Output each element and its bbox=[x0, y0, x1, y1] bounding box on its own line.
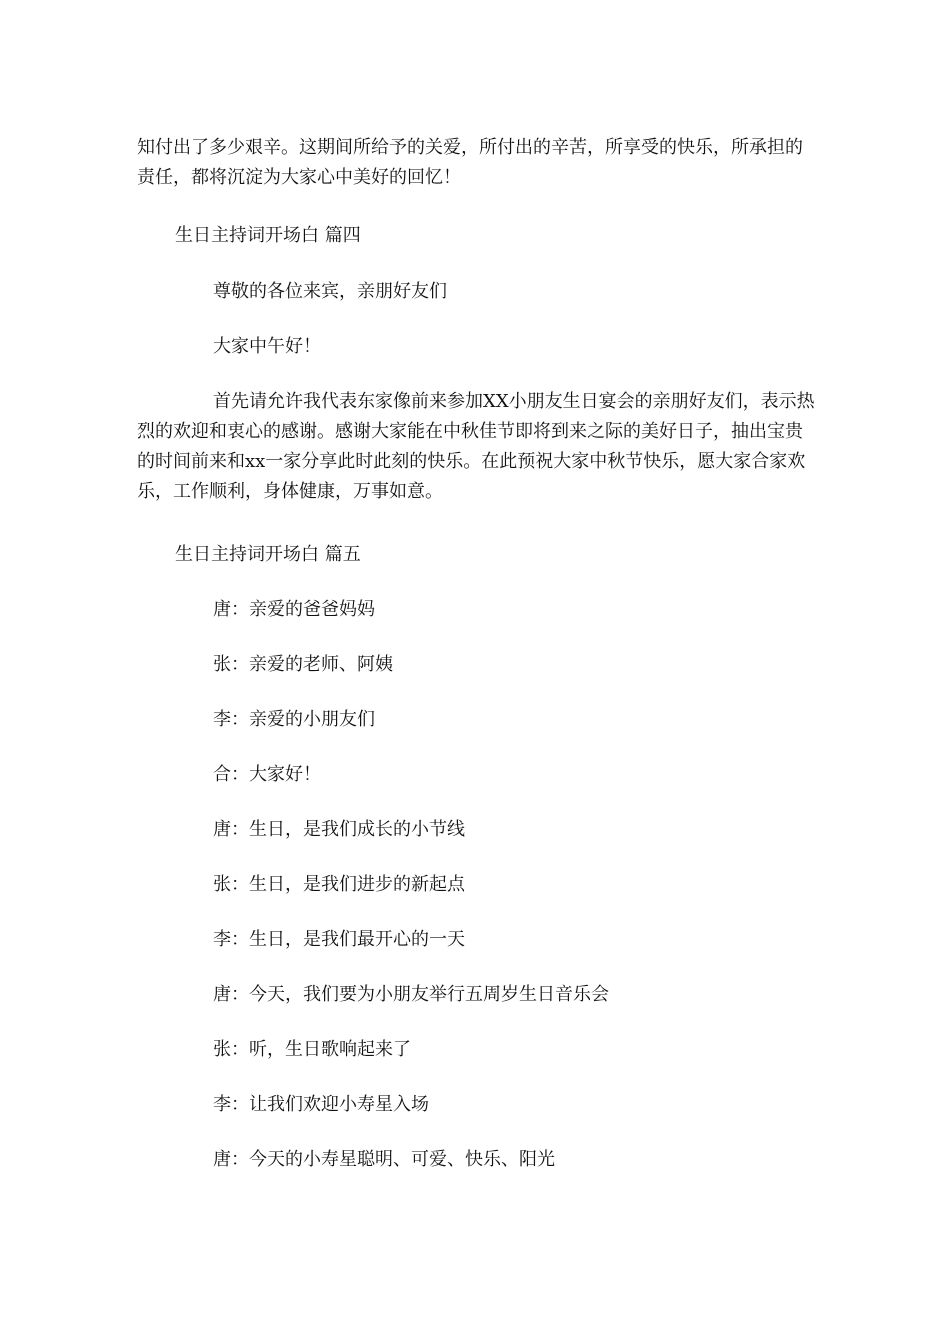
greeting-line: 尊敬的各位来宾，亲朋好友们 bbox=[213, 281, 447, 302]
section-heading-4: 生日主持词开场白 篇四 bbox=[175, 225, 361, 246]
opening-paragraph: 首先请允许我代表东家像前来参加XX小朋友生日宴会的亲朋好友们，表示热烈的欢迎和衷心的感谢。感谢大家能在中秋佳节即将到来之际的美好日子，抽出宝贵的时间前来和xx一家分享此时此刻的快乐。在此预祝大家中秋节快乐，愿大家合家欢乐，工作顺利，身体健康，万事如意。 bbox=[137, 391, 815, 502]
greeting-line: 大家中午好！ bbox=[213, 336, 321, 357]
dialogue-line: 张：生日，是我们进步的新起点 bbox=[213, 874, 465, 895]
dialogue-line: 唐：亲爱的爸爸妈妈 bbox=[213, 599, 375, 620]
dialogue-line: 唐：今天，我们要为小朋友举行五周岁生日音乐会 bbox=[213, 984, 609, 1005]
dialogue-line: 李：生日，是我们最开心的一天 bbox=[213, 929, 465, 950]
continuation-paragraph: 知付出了多少艰辛。这期间所给予的关爱，所付出的辛苦，所享受的快乐，所承担的责任，都将沉淀为大家心中美好的回忆！ bbox=[137, 137, 803, 188]
dialogue-line: 张：亲爱的老师、阿姨 bbox=[213, 654, 393, 675]
dialogue-line: 李：让我们欢迎小寿星入场 bbox=[213, 1094, 429, 1115]
dialogue-line: 张：听，生日歌响起来了 bbox=[213, 1039, 411, 1060]
dialogue-line: 李：亲爱的小朋友们 bbox=[213, 709, 375, 730]
dialogue-line: 合：大家好！ bbox=[213, 764, 321, 785]
section-heading-5: 生日主持词开场白 篇五 bbox=[175, 544, 361, 565]
dialogue-line: 唐：生日，是我们成长的小节线 bbox=[213, 819, 465, 840]
dialogue-line: 唐：今天的小寿星聪明、可爱、快乐、阳光 bbox=[213, 1149, 555, 1170]
